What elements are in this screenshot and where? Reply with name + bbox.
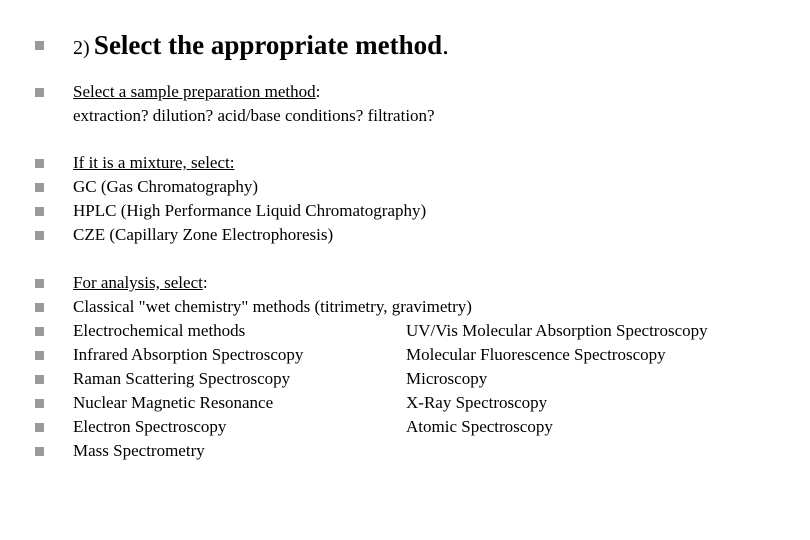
bullet-icon xyxy=(35,447,44,456)
mixture-item: CZE (Capillary Zone Electrophoresis) xyxy=(73,225,334,244)
bullet-icon xyxy=(35,327,44,336)
prep-heading-row xyxy=(0,80,810,104)
analysis-heading-row xyxy=(0,271,810,295)
analysis-heading-colon: : xyxy=(202,273,208,292)
bullet-icon xyxy=(35,207,44,216)
analysis-item-right: Molecular Fluorescence Spectroscopy xyxy=(406,345,666,364)
analysis-item: Classical "wet chemistry" methods (titrimetry, gravimetry) xyxy=(73,297,472,316)
prep-options-row xyxy=(0,104,810,128)
analysis-item-right: X-Ray Spectroscopy xyxy=(406,393,548,412)
list-item xyxy=(0,343,810,367)
analysis-heading-underlined: For analysis, select xyxy=(73,273,203,292)
analysis-item-right: UV/Vis Molecular Absorption Spectroscopy xyxy=(406,321,708,340)
mixture-item: HPLC (High Performance Liquid Chromatography) xyxy=(73,201,427,220)
prep-heading-underlined: Select a sample preparation method xyxy=(73,82,316,101)
bullet-icon xyxy=(35,41,44,50)
list-item xyxy=(0,367,810,391)
list-item xyxy=(0,391,810,415)
slide-title xyxy=(0,28,810,62)
bullet-icon xyxy=(35,279,44,288)
bullet-icon xyxy=(35,159,44,168)
list-item xyxy=(0,199,810,223)
prep-heading-colon: : xyxy=(315,82,321,101)
analysis-item: Infrared Absorption Spectroscopy xyxy=(73,345,304,364)
analysis-item: Raman Scattering Spectroscopy xyxy=(73,369,291,388)
prep-heading xyxy=(73,80,320,104)
mixture-heading: If it is a mixture, select: xyxy=(73,153,235,172)
list-item xyxy=(0,439,810,463)
title-period: . xyxy=(442,30,449,60)
mixture-heading-row xyxy=(0,151,810,175)
bullet-icon xyxy=(35,423,44,432)
list-item xyxy=(0,295,810,319)
title-text xyxy=(73,28,449,66)
title-main: Select the appropriate method xyxy=(93,30,443,60)
analysis-item: Nuclear Magnetic Resonance xyxy=(73,393,274,412)
list-item xyxy=(0,175,810,199)
bullet-icon xyxy=(35,351,44,360)
analysis-item: Mass Spectrometry xyxy=(73,441,205,460)
list-item xyxy=(0,223,810,247)
title-number: 2) xyxy=(73,37,90,59)
bullet-icon xyxy=(35,375,44,384)
analysis-item-right: Microscopy xyxy=(406,369,488,388)
analysis-item: Electron Spectroscopy xyxy=(73,417,227,436)
analysis-heading xyxy=(73,271,208,295)
bullet-icon xyxy=(35,88,44,97)
bullet-icon xyxy=(35,303,44,312)
analysis-item-right: Atomic Spectroscopy xyxy=(406,417,553,436)
prep-options: extraction? dilution? acid/base conditions? filtration? xyxy=(73,106,435,125)
bullet-icon xyxy=(35,399,44,408)
list-item xyxy=(0,415,810,439)
bullet-icon xyxy=(35,231,44,240)
list-item xyxy=(0,319,810,343)
analysis-item: Electrochemical methods xyxy=(73,321,246,340)
bullet-icon xyxy=(35,183,44,192)
mixture-item: GC (Gas Chromatography) xyxy=(73,177,259,196)
